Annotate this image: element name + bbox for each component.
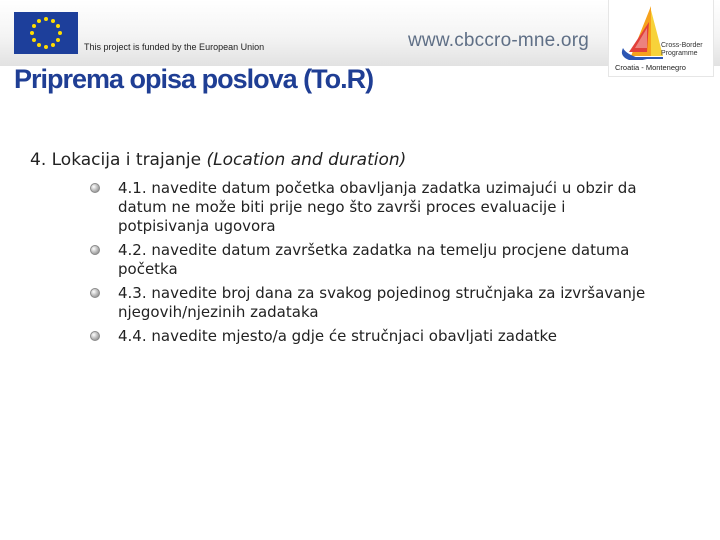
programme-name: Cross-Border Programme	[661, 42, 703, 57]
bullet-list	[30, 179, 690, 346]
bullet-text: 4.4. navedite mjesto/a gdje će stručnjaci obavljati zadatke	[118, 327, 557, 345]
slide-content	[30, 150, 690, 351]
bullet-icon	[90, 331, 100, 341]
programme-caption: Croatia - Montenegro	[615, 63, 686, 72]
bullet-text: 4.2. navedite datum završetka zadatka na temelju procjene datuma početka	[118, 241, 630, 278]
header-banner	[0, 0, 720, 72]
programme-logo	[608, 0, 714, 77]
bullet-icon	[90, 245, 100, 255]
eu-funding-notice: This project is funded by the European Union	[84, 42, 265, 52]
section-heading	[30, 150, 690, 170]
section-heading-english: (Location and duration)	[206, 150, 407, 170]
list-item	[90, 179, 658, 236]
website-url[interactable]: www.cbccro-mne.org	[408, 30, 589, 51]
bullet-text: 4.3. navedite broj dana za svakog pojedinog stručnjaka za izvršavanje njegovih/njezinih zadataka	[118, 284, 646, 321]
bullet-icon	[90, 288, 100, 298]
list-item	[90, 284, 658, 322]
section-heading-text: 4. Lokacija i trajanje	[30, 150, 202, 170]
eu-flag-icon	[14, 12, 78, 54]
slide-title: Priprema opisa poslova (To.R)	[14, 64, 374, 94]
bullet-text: 4.1. navedite datum početka obavljanja zadatka uzimajući u obzir da datum ne može biti prije nego što završi proces evaluacije i potpisivanja ugovora	[118, 179, 637, 235]
list-item	[90, 327, 658, 346]
list-item	[90, 241, 658, 279]
bullet-icon	[90, 183, 100, 193]
